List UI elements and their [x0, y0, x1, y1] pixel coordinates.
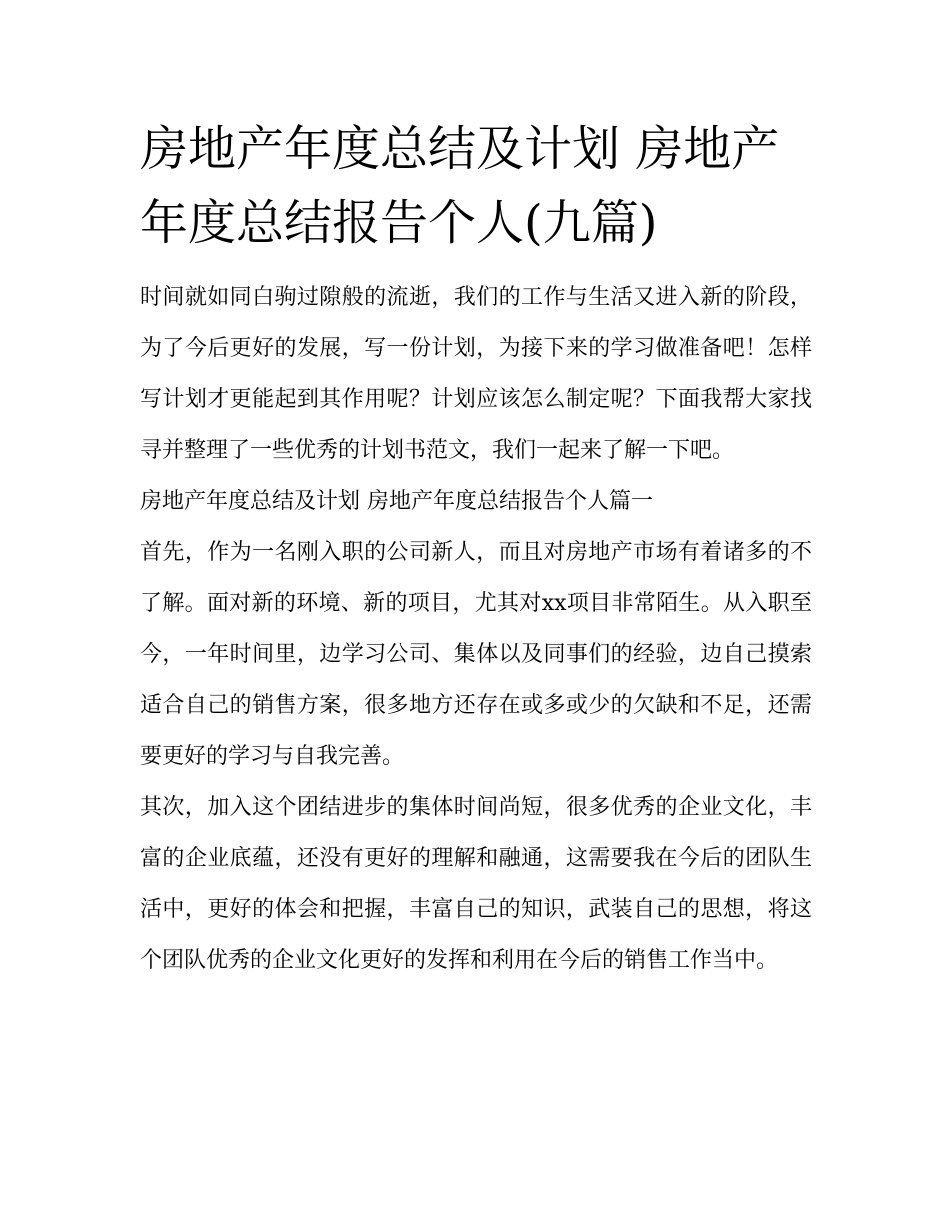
body-paragraph-1: 首先，作为一名刚入职的公司新人，而且对房地产市场有着诸多的不了解。面对新的环境、新的项目，尤其对xx项目非常陌生。从入职至今，一年时间里，边学习公司、集体以及同事们的经验，边自己摸索适合自己的销售方案，很多地方还存在或多或少的欠缺和不足，还需要更好的学习与自我完善。	[140, 540, 812, 769]
section-heading: 房地产年度总结及计划 房地产年度总结报告个人篇一	[140, 489, 653, 514]
document-body	[140, 272, 812, 986]
document-page	[140, 112, 812, 986]
intro-paragraph: 时间就如同白驹过隙般的流逝，我们的工作与生活又进入新的阶段，为了今后更好的发展，写一份计划，为接下来的学习做准备吧！怎样写计划才更能起到其作用呢？计划应该怎么制定呢？下面我帮大家找寻并整理了一些优秀的计划书范文，我们一起来了解一下吧。	[140, 285, 812, 463]
document-title: 房地产年度总结及计划 房地产年度总结报告个人(九篇)	[140, 121, 780, 251]
body-paragraph-2: 其次，加入这个团结进步的集体时间尚短，很多优秀的企业文化，丰富的企业底蕴，还没有更好的理解和融通，这需要我在今后的团队生活中，更好的体会和把握，丰富自己的知识，武装自己的思想，将这个团队优秀的企业文化更好的发挥和利用在今后的销售工作当中。	[140, 795, 812, 973]
